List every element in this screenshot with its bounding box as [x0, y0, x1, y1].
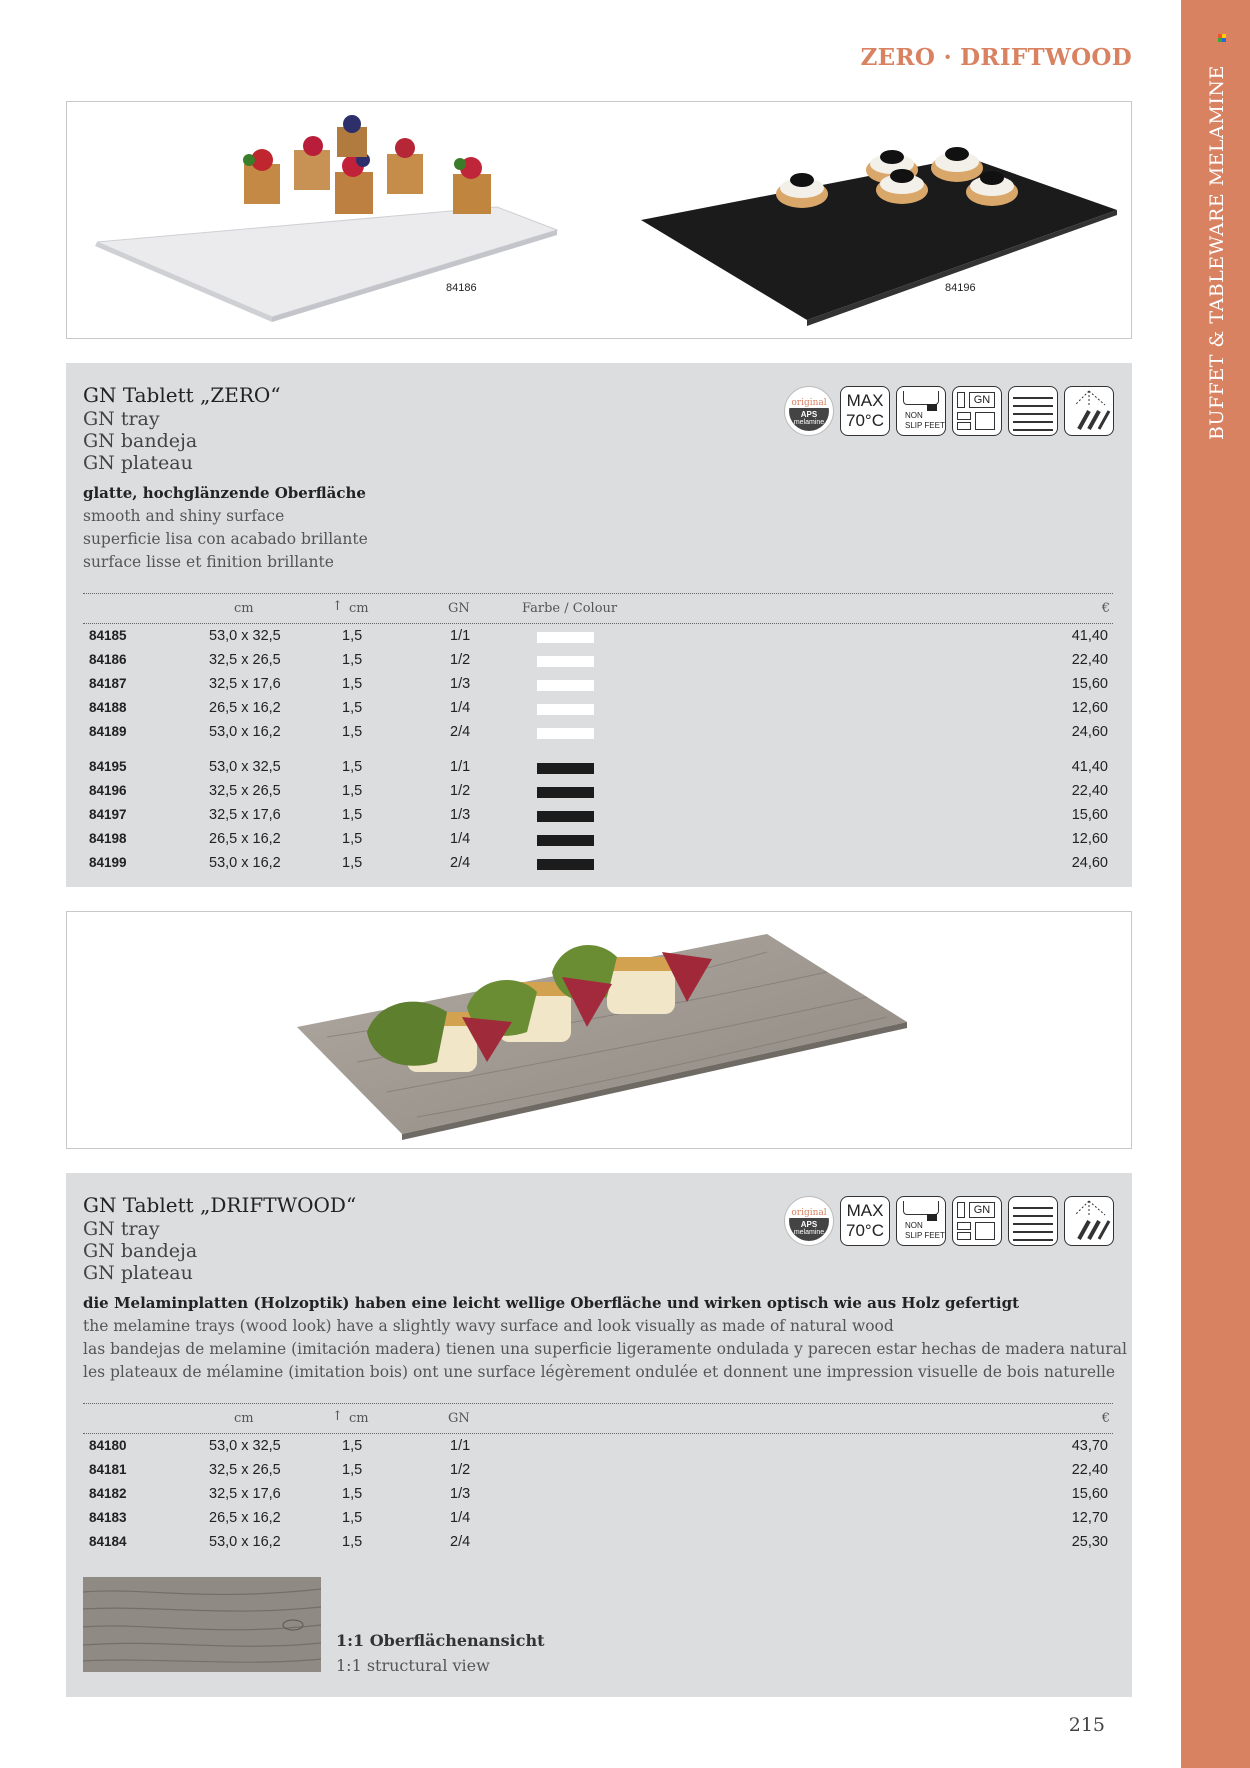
zero-title: GN Tablett „ZERO“ — [83, 383, 281, 407]
header-price: € — [1101, 601, 1110, 616]
stackable-icon — [1008, 386, 1058, 436]
height-arrow-icon: ↑ — [332, 599, 343, 614]
driftwood-sub-en: GN tray — [83, 1218, 160, 1240]
driftwood-title: GN Tablett „DRIFTWOOD“ — [83, 1193, 357, 1217]
gn-cell: 1/4 — [450, 700, 471, 716]
colour-swatch — [537, 680, 594, 691]
divider — [83, 623, 1113, 624]
table-row — [66, 828, 1132, 852]
colour-swatch — [537, 763, 594, 774]
zero-sub-en: GN tray — [83, 408, 160, 430]
max-temp-text: 70°C — [846, 1221, 884, 1240]
zero-sub-fr: GN plateau — [83, 452, 193, 474]
size-cell: 53,0 x 16,2 — [209, 855, 281, 871]
table-row — [66, 1459, 1132, 1483]
table-row — [66, 780, 1132, 804]
table-row — [66, 804, 1132, 828]
driftwood-feature-icons — [784, 1196, 1114, 1246]
price-cell: 22,40 — [1071, 783, 1108, 799]
gn-cell: 1/4 — [450, 1510, 471, 1526]
price-cell: 12,60 — [1071, 700, 1108, 716]
size-cell: 32,5 x 17,6 — [209, 676, 281, 692]
price-cell: 15,60 — [1071, 807, 1108, 823]
product-code: 84198 — [89, 831, 127, 846]
max-text: MAX — [846, 391, 884, 410]
nonslip-text-2: SLIP FEET — [905, 421, 945, 430]
height-cell: 1,5 — [342, 1462, 363, 1478]
colour-swatch — [537, 656, 594, 667]
driftwood-desc-fr: les plateaux de mélamine (imitation bois) ont une surface légèrement ondulée et donnent une impression visuelle de bois naturelle — [83, 1363, 1116, 1381]
gn-cell: 1/1 — [450, 759, 471, 775]
product-code: 84199 — [89, 855, 127, 870]
gastronorm-icon — [952, 1196, 1002, 1246]
size-cell: 53,0 x 32,5 — [209, 1438, 281, 1454]
product-code: 84181 — [89, 1462, 127, 1477]
structure-view-sub: 1:1 structural view — [336, 1656, 490, 1675]
aps-text-melamine: melamine — [793, 1229, 825, 1236]
non-slip-feet-icon — [896, 1196, 946, 1246]
zero-sub-es: GN bandeja — [83, 430, 198, 452]
price-cell: 41,40 — [1071, 759, 1108, 775]
divider — [83, 593, 1113, 594]
table-row — [66, 697, 1132, 721]
height-cell: 1,5 — [342, 831, 363, 847]
colour-swatch — [537, 811, 594, 822]
gn-text: GN — [969, 392, 995, 408]
max-temperature-icon — [840, 386, 890, 436]
table-row — [66, 625, 1132, 649]
height-arrow-icon: ↑ — [332, 1409, 343, 1424]
product-code: 84185 — [89, 628, 127, 643]
zero-desc-es: superficie lisa con acabado brillante — [83, 530, 368, 548]
price-cell: 25,30 — [1071, 1534, 1108, 1550]
aps-text-melamine: melamine — [793, 419, 825, 426]
price-cell: 43,70 — [1071, 1438, 1108, 1454]
colour-swatch — [537, 859, 594, 870]
zero-feature-icons — [784, 386, 1114, 436]
gn-cell: 1/2 — [450, 652, 471, 668]
product-code: 84180 — [89, 1438, 127, 1453]
driftwood-desc-de: die Melaminplatten (Holzoptik) haben eine leicht wellige Oberfläche und wirken optisch wie aus Holz gefertigt — [83, 1294, 1019, 1312]
price-cell: 24,60 — [1071, 724, 1108, 740]
height-cell: 1,5 — [342, 700, 363, 716]
colour-swatch — [537, 787, 594, 798]
height-cell: 1,5 — [342, 855, 363, 871]
gn-cell: 2/4 — [450, 1534, 471, 1550]
header-height: cm — [349, 601, 369, 616]
aps-melamine-badge-icon — [784, 1196, 834, 1246]
header-gn: GN — [448, 601, 470, 616]
product-code: 84196 — [89, 783, 127, 798]
price-cell: 24,60 — [1071, 855, 1108, 871]
driftwood-tray-illustration — [67, 912, 1132, 1149]
sidebar-label: BUFFET & TABLEWARE MELAMINE — [1206, 65, 1228, 440]
size-cell: 53,0 x 32,5 — [209, 628, 281, 644]
product-code: 84188 — [89, 700, 127, 715]
colour-swatch — [537, 632, 594, 643]
table-row — [66, 1507, 1132, 1531]
height-cell: 1,5 — [342, 676, 363, 692]
product-code: 84189 — [89, 724, 127, 739]
max-temp-text: 70°C — [846, 411, 884, 430]
driftwood-product-photo — [66, 911, 1132, 1149]
driftwood-sub-fr: GN plateau — [83, 1262, 193, 1284]
size-cell: 32,5 x 17,6 — [209, 1486, 281, 1502]
gn-cell: 1/1 — [450, 1438, 471, 1454]
header-cm: cm — [234, 601, 254, 616]
gn-cell: 1/1 — [450, 628, 471, 644]
gn-cell: 1/3 — [450, 1486, 471, 1502]
header-gn: GN — [448, 1411, 470, 1426]
size-cell: 32,5 x 26,5 — [209, 1462, 281, 1478]
aps-melamine-badge-icon — [784, 386, 834, 436]
table-row — [66, 852, 1132, 876]
driftwood-product-panel — [66, 1173, 1132, 1697]
table-row — [66, 1435, 1132, 1459]
size-cell: 32,5 x 17,6 — [209, 807, 281, 823]
zero-desc-de: glatte, hochglänzende Oberfläche — [83, 484, 366, 502]
gn-cell: 1/4 — [450, 831, 471, 847]
color-dots-icon — [1218, 34, 1226, 42]
photo-label-white: 84186 — [446, 282, 477, 294]
product-code: 84197 — [89, 807, 127, 822]
gn-cell: 2/4 — [450, 855, 471, 871]
product-code: 84186 — [89, 652, 127, 667]
height-cell: 1,5 — [342, 1534, 363, 1550]
price-cell: 15,60 — [1071, 1486, 1108, 1502]
structure-view-title: 1:1 Oberflächenansicht — [336, 1631, 545, 1650]
size-cell: 26,5 x 16,2 — [209, 831, 281, 847]
gn-cell: 1/3 — [450, 676, 471, 692]
height-cell: 1,5 — [342, 1510, 363, 1526]
driftwood-desc-es: las bandejas de melamine (imitación madera) tienen una superficie ligeramente ondulada y parecen estar hechas de madera natural — [83, 1340, 1127, 1358]
table-row — [66, 673, 1132, 697]
page-number: 215 — [1068, 1714, 1105, 1736]
gn-cell: 2/4 — [450, 724, 471, 740]
product-code: 84187 — [89, 676, 127, 691]
price-cell: 22,40 — [1071, 652, 1108, 668]
size-cell: 32,5 x 26,5 — [209, 783, 281, 799]
divider — [83, 1403, 1113, 1404]
height-cell: 1,5 — [342, 759, 363, 775]
colour-swatch — [537, 728, 594, 739]
gn-cell: 1/3 — [450, 807, 471, 823]
zero-trays-illustration — [67, 102, 1132, 339]
max-temperature-icon — [840, 1196, 890, 1246]
header-colour: Farbe / Colour — [522, 601, 618, 616]
driftwood-sub-es: GN bandeja — [83, 1240, 198, 1262]
zero-desc-fr: surface lisse et finition brillante — [83, 553, 334, 571]
wood-structure-swatch — [83, 1577, 321, 1672]
driftwood-desc-en: the melamine trays (wood look) have a slightly wavy surface and look visually as made of natural wood — [83, 1317, 894, 1335]
price-cell: 12,70 — [1071, 1510, 1108, 1526]
table-row — [66, 756, 1132, 780]
zero-desc-en: smooth and shiny surface — [83, 507, 285, 525]
product-code: 84184 — [89, 1534, 127, 1549]
size-cell: 26,5 x 16,2 — [209, 700, 281, 716]
header-cm: cm — [234, 1411, 254, 1426]
height-cell: 1,5 — [342, 1438, 363, 1454]
header-price: € — [1101, 1411, 1110, 1426]
size-cell: 32,5 x 26,5 — [209, 652, 281, 668]
size-cell: 26,5 x 16,2 — [209, 1510, 281, 1526]
dishwasher-safe-icon — [1064, 386, 1114, 436]
divider — [83, 1433, 1113, 1434]
nonslip-text-1: NON — [905, 1221, 923, 1230]
price-cell: 12,60 — [1071, 831, 1108, 847]
non-slip-feet-icon — [896, 386, 946, 436]
height-cell: 1,5 — [342, 724, 363, 740]
height-cell: 1,5 — [342, 783, 363, 799]
aps-text-aps: APS — [800, 410, 818, 419]
gn-cell: 1/2 — [450, 1462, 471, 1478]
price-cell: 15,60 — [1071, 676, 1108, 692]
page-title: ZERO · DRIFTWOOD — [860, 44, 1132, 71]
aps-text-original: original — [791, 1208, 827, 1218]
nonslip-text-1: NON — [905, 411, 923, 420]
price-cell: 22,40 — [1071, 1462, 1108, 1478]
table-row — [66, 1531, 1132, 1555]
zero-product-panel — [66, 363, 1132, 887]
stackable-icon — [1008, 1196, 1058, 1246]
aps-text-aps: APS — [800, 1220, 818, 1229]
zero-product-photo — [66, 101, 1132, 339]
dishwasher-safe-icon — [1064, 1196, 1114, 1246]
product-code: 84195 — [89, 759, 127, 774]
size-cell: 53,0 x 16,2 — [209, 724, 281, 740]
gn-cell: 1/2 — [450, 783, 471, 799]
height-cell: 1,5 — [342, 807, 363, 823]
height-cell: 1,5 — [342, 1486, 363, 1502]
nonslip-text-2: SLIP FEET — [905, 1231, 945, 1240]
table-row — [66, 649, 1132, 673]
size-cell: 53,0 x 32,5 — [209, 759, 281, 775]
gn-text: GN — [969, 1202, 995, 1218]
product-code: 84182 — [89, 1486, 127, 1501]
height-cell: 1,5 — [342, 628, 363, 644]
aps-text-original: original — [791, 398, 827, 408]
size-cell: 53,0 x 16,2 — [209, 1534, 281, 1550]
header-height: cm — [349, 1411, 369, 1426]
table-row — [66, 721, 1132, 745]
photo-label-black: 84196 — [945, 282, 976, 294]
product-code: 84183 — [89, 1510, 127, 1525]
colour-swatch — [537, 835, 594, 846]
max-text: MAX — [846, 1201, 884, 1220]
gastronorm-icon — [952, 386, 1002, 436]
table-row — [66, 1483, 1132, 1507]
colour-swatch — [537, 704, 594, 715]
price-cell: 41,40 — [1071, 628, 1108, 644]
height-cell: 1,5 — [342, 652, 363, 668]
